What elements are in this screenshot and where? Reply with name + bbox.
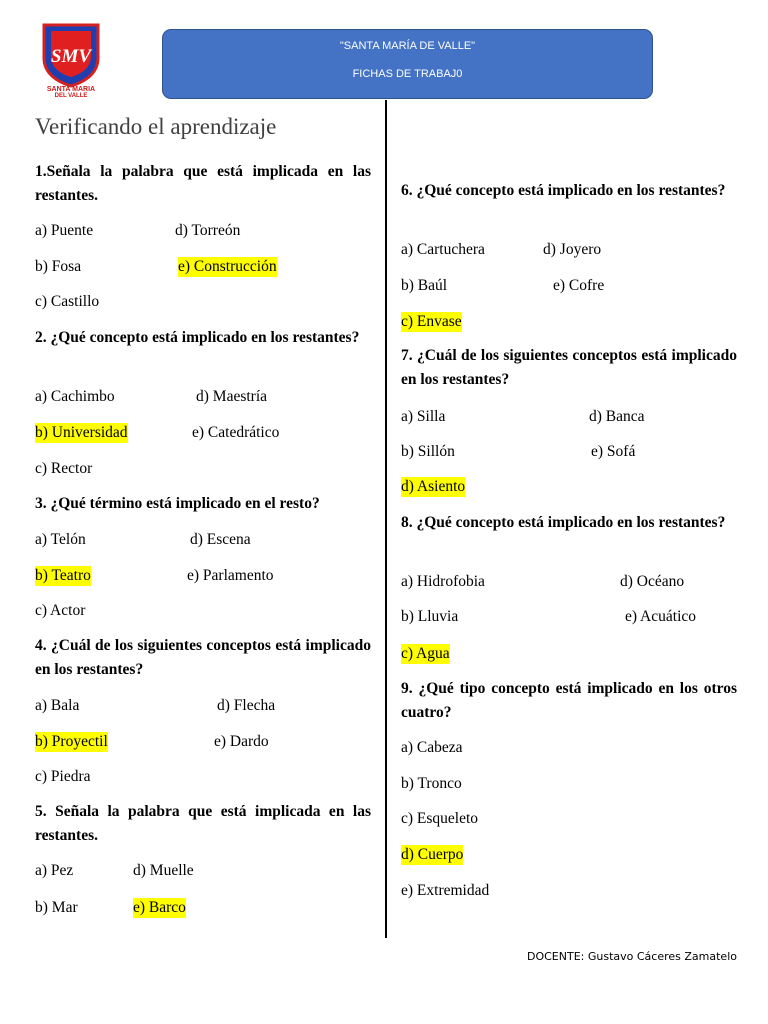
- q1-option-a: a) Puente: [35, 222, 94, 239]
- school-name: "SANTA MARÍA DE VALLE": [339, 40, 476, 52]
- q4-option-d: d) Flecha: [217, 697, 276, 714]
- q3-option-e: e) Parlamento: [187, 567, 274, 584]
- q5-answer-highlight: e) Barco: [133, 899, 186, 916]
- q8-option-e: e) Acuático: [625, 608, 697, 625]
- q4-option-e: e) Dardo: [214, 733, 269, 750]
- question-8: 8. ¿Qué concepto está implicado en los restantes?: [401, 514, 726, 531]
- teacher-credit: [527, 950, 737, 963]
- q7-option-d: d) Banca: [589, 408, 645, 425]
- q6-option-d: d) Joyero: [543, 241, 602, 258]
- column-divider: [385, 100, 387, 938]
- q2-option-e: e) Catedrático: [192, 424, 280, 441]
- school-logo: [38, 22, 104, 98]
- q9-answer-highlight: d) Cuerpo: [401, 846, 464, 863]
- question-2: 2. ¿Qué concepto está implicado en los restantes?: [35, 329, 360, 346]
- q4-answer-highlight: b) Proyectil: [35, 733, 108, 750]
- q9-option-c: c) Esqueleto: [401, 810, 479, 827]
- q8-option-d: d) Océano: [620, 573, 685, 590]
- q7-option-a: a) Silla: [401, 408, 446, 425]
- q8-answer-highlight: c) Agua: [401, 645, 450, 662]
- q1-option-b: b) Fosa: [35, 258, 82, 275]
- question-4: 4. ¿Cuál de los siguientes conceptos está implicado en los restantes?: [35, 637, 371, 678]
- worksheet-subtitle: FICHAS DE TRABAJ0: [352, 68, 463, 80]
- q7-option-b: b) Sillón: [401, 443, 455, 460]
- teacher-name: Gustavo Cáceres Zamatelo: [587, 950, 737, 963]
- q3-option-c: c) Actor: [35, 602, 86, 619]
- question-1: 1.Señala la palabra que está implicada en las restantes.: [35, 163, 371, 204]
- question-6: 6. ¿Qué concepto está implicado en los restantes?: [401, 182, 726, 199]
- logo-initials: SMV: [50, 46, 92, 67]
- q5-option-b: b) Mar: [35, 899, 78, 916]
- question-9: 9. ¿Qué tipo concepto está implicado en los otros cuatro?: [401, 680, 737, 721]
- q7-answer-highlight: d) Asiento: [401, 478, 466, 495]
- q3-option-d: d) Escena: [190, 531, 251, 548]
- q1-option-c: c) Castillo: [35, 293, 100, 310]
- q4-option-c: c) Piedra: [35, 768, 91, 785]
- question-5: 5. Señala la palabra que está implicada en las restantes.: [35, 803, 371, 844]
- q5-option-a: a) Pez: [35, 862, 74, 879]
- q3-option-a: a) Telón: [35, 531, 86, 548]
- header-banner: [162, 29, 653, 99]
- q6-option-b: b) Baúl: [401, 277, 448, 294]
- q3-answer-highlight: b) Teatro: [35, 567, 91, 584]
- question-7: 7. ¿Cuál de los siguientes conceptos está implicado en los restantes?: [401, 347, 737, 388]
- q6-option-e: e) Cofre: [553, 277, 605, 294]
- q9-option-a: a) Cabeza: [401, 739, 463, 756]
- q2-answer-highlight: b) Universidad: [35, 424, 128, 441]
- question-3: 3. ¿Qué término está implicado en el resto?: [35, 495, 320, 512]
- q4-option-a: a) Bala: [35, 697, 80, 714]
- q9-option-b: b) Tronco: [401, 775, 462, 792]
- q9-option-e: e) Extremidad: [401, 882, 490, 899]
- page-title: Verificando el aprendizaje: [35, 114, 277, 139]
- q5-option-d: d) Muelle: [133, 862, 194, 879]
- q8-option-a: a) Hidrofobia: [401, 573, 485, 590]
- q1-answer-highlight: e) Construcción: [178, 258, 277, 275]
- q2-option-a: a) Cachimbo: [35, 388, 115, 405]
- q6-option-a: a) Cartuchera: [401, 241, 485, 258]
- q8-option-b: b) Lluvia: [401, 608, 459, 625]
- q2-option-c: c) Rector: [35, 460, 93, 477]
- logo-caption-1: SANTA MARIA: [46, 86, 96, 93]
- q2-option-d: d) Maestría: [196, 388, 268, 405]
- q6-answer-highlight: c) Envase: [401, 313, 462, 330]
- teacher-label: DOCENTE:: [526, 950, 585, 963]
- logo-caption-2: DEL VALLE: [54, 93, 88, 98]
- q7-option-e: e) Sofá: [591, 443, 636, 460]
- q1-option-d: d) Torreón: [175, 222, 241, 239]
